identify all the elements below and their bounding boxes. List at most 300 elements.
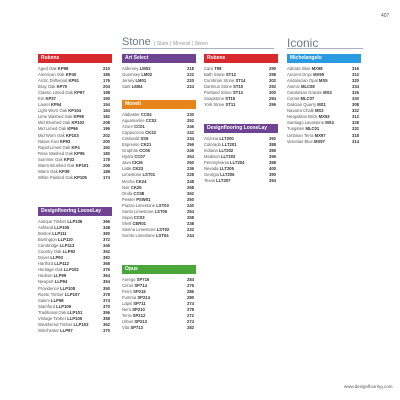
product-code: LST05 bbox=[154, 208, 168, 214]
page-ref: 398 bbox=[269, 160, 276, 166]
product-code: LST04 bbox=[155, 232, 169, 238]
page-ref: 316 bbox=[352, 66, 359, 71]
section-title: Rubens bbox=[204, 54, 278, 63]
page-ref: 282 bbox=[187, 325, 194, 331]
page-ref: 244 bbox=[187, 232, 194, 238]
page-ref: 178 bbox=[103, 156, 110, 162]
product-code: ST11 bbox=[225, 102, 236, 108]
product-name: Urbus bbox=[122, 319, 135, 325]
page-ref: 354 bbox=[103, 279, 110, 285]
product-code: KP4 bbox=[71, 144, 80, 150]
product-code: LLP112 bbox=[54, 261, 69, 267]
product-name: Sorrito Limestone bbox=[122, 232, 156, 238]
section-art-select bbox=[122, 54, 196, 90]
product-code: PSW01 bbox=[136, 196, 151, 202]
product-code: LM04 bbox=[131, 84, 143, 90]
product-name: Ancient Onyx bbox=[287, 72, 314, 78]
product-code: SP212 bbox=[132, 313, 146, 319]
page-ref: 388 bbox=[269, 142, 276, 148]
product-list bbox=[122, 277, 196, 331]
page-ref: 320 bbox=[352, 78, 359, 84]
product-list bbox=[38, 66, 112, 181]
page-ref: 196 bbox=[103, 126, 110, 132]
product-name: Azure bbox=[122, 124, 135, 130]
product-code: KP105 bbox=[74, 174, 87, 180]
product-code: SP714 bbox=[134, 283, 147, 289]
page-ref: 322 bbox=[352, 108, 359, 114]
product-name: Venetian Blue bbox=[287, 138, 315, 144]
page-ref: 362 bbox=[103, 321, 110, 327]
product-code: KP99 bbox=[73, 114, 84, 120]
stone-heading bbox=[122, 36, 208, 48]
page-ref: 300 bbox=[269, 90, 276, 96]
product-name: Piazza Limestone bbox=[122, 202, 157, 208]
page-ref: 194 bbox=[103, 102, 110, 108]
product-name: Classic Limed Oak bbox=[38, 90, 75, 96]
product-code: LLT204 bbox=[230, 160, 245, 166]
product-name: Cirrus bbox=[122, 283, 135, 289]
page-ref: 220 bbox=[187, 78, 194, 84]
product-name: Madison bbox=[204, 154, 221, 160]
section-title: Designflooring LooseLay bbox=[204, 124, 278, 133]
product-code: LM01 bbox=[135, 78, 147, 84]
page-ref: 386 bbox=[269, 148, 276, 154]
product-name: Cumbrian Stone bbox=[204, 78, 236, 84]
page-ref: 294 bbox=[269, 96, 276, 102]
page-ref: 380 bbox=[103, 231, 110, 237]
product-code: CK21 bbox=[140, 142, 152, 148]
product-code: SP713 bbox=[130, 325, 143, 331]
product-code: MS1 bbox=[317, 102, 326, 108]
section-title: Art Select bbox=[122, 54, 196, 63]
section-title: Michelangelo bbox=[287, 54, 361, 63]
page-ref: 264 bbox=[187, 154, 194, 160]
product-code: SP213 bbox=[134, 319, 147, 325]
page-ref: 334 bbox=[352, 84, 359, 90]
product-code: KP70 bbox=[56, 84, 68, 90]
page-ref: 350 bbox=[103, 285, 110, 291]
product-name: Sienna Limestone bbox=[122, 226, 157, 232]
page-ref: 352 bbox=[103, 249, 110, 255]
section-michelangelo bbox=[287, 54, 361, 145]
page-ref: 204 bbox=[103, 84, 110, 90]
product-code: SP716 bbox=[136, 277, 150, 282]
page-ref: 198 bbox=[103, 90, 110, 96]
product-name: Latte bbox=[122, 166, 133, 172]
page-ref: 376 bbox=[103, 267, 110, 273]
product-code: ST14 bbox=[235, 78, 246, 84]
page-ref: 390 bbox=[269, 172, 276, 178]
page-ref: 182 bbox=[103, 114, 110, 120]
product-code: LST02 bbox=[156, 226, 170, 232]
section-opus bbox=[122, 265, 196, 331]
page-ref: 242 bbox=[187, 130, 194, 136]
product-code: LM02 bbox=[141, 72, 153, 78]
page-ref: 236 bbox=[187, 166, 194, 172]
product-name: Aged Oak bbox=[38, 66, 58, 71]
product-code: SS6 bbox=[140, 136, 149, 142]
page-ref: 234 bbox=[187, 136, 194, 142]
product-code: ST12 bbox=[225, 72, 236, 78]
page-ref: 346 bbox=[103, 243, 110, 249]
product-name: Native Kiwi bbox=[38, 138, 60, 144]
product-code: KP97 bbox=[74, 90, 85, 96]
page-ref: 202 bbox=[103, 132, 110, 138]
page-ref: 180 bbox=[103, 150, 110, 156]
page-ref: 262 bbox=[187, 190, 194, 196]
page-ref: 312 bbox=[352, 114, 359, 120]
product-name: Warm Oak bbox=[38, 168, 60, 174]
product-label bbox=[204, 178, 230, 184]
iconic-rule bbox=[287, 48, 363, 49]
product-name: Colorado bbox=[204, 142, 223, 148]
product-row bbox=[122, 233, 196, 239]
page-ref: 370 bbox=[103, 327, 110, 333]
section-designflooring-looselay-woods bbox=[38, 207, 112, 334]
product-name: Cotswold bbox=[122, 136, 141, 142]
product-name: Onda bbox=[122, 190, 134, 196]
product-name: Hartford bbox=[38, 261, 55, 267]
page-ref: 190 bbox=[103, 96, 110, 102]
page-ref: 174 bbox=[103, 174, 110, 180]
section-title: Rubens bbox=[38, 54, 112, 63]
product-list bbox=[204, 66, 278, 108]
product-code: MX97 bbox=[314, 138, 325, 144]
page-ref: 280 bbox=[187, 295, 194, 301]
product-code: CC03 bbox=[133, 214, 145, 220]
page-ref: 272 bbox=[187, 313, 194, 319]
product-name: Neapolitan Brick bbox=[287, 114, 319, 120]
page-ref: 378 bbox=[103, 291, 110, 297]
product-code: LLP93 bbox=[50, 255, 63, 261]
product-name: Dover bbox=[38, 255, 51, 261]
product-name: Pewter bbox=[122, 196, 137, 202]
product-code: SP214 bbox=[137, 295, 150, 301]
product-name: York Stone bbox=[204, 102, 226, 108]
product-name: Noir bbox=[122, 184, 131, 190]
product-code: LLP103 bbox=[73, 321, 89, 327]
product-name: Aquamarine bbox=[122, 118, 146, 124]
product-code: ST13 bbox=[232, 90, 243, 96]
product-row bbox=[204, 178, 278, 184]
product-name: Navarra Chalk bbox=[287, 108, 315, 114]
product-name: Umbrian Terra bbox=[287, 132, 315, 138]
product-name: Sepia bbox=[122, 214, 134, 220]
footer-url[interactable]: www.designflooring.com bbox=[344, 384, 393, 389]
page-ref: 246 bbox=[187, 148, 194, 154]
product-name: Warm Brushed Oak bbox=[38, 162, 76, 168]
product-code: MLC08 bbox=[300, 84, 315, 90]
page-ref: 250 bbox=[187, 196, 194, 202]
product-name: Dartmus Stone bbox=[204, 84, 234, 90]
product-code: LLP106 bbox=[67, 219, 83, 224]
product-name: Cambridge bbox=[38, 243, 60, 249]
page-ref: 366 bbox=[103, 219, 110, 224]
product-name: Lime Washed Oak bbox=[38, 114, 74, 120]
product-code: KP37 bbox=[45, 96, 56, 102]
product-list bbox=[38, 219, 112, 334]
product-row bbox=[122, 84, 196, 90]
page-ref: 348 bbox=[103, 225, 110, 231]
page-ref: 200 bbox=[103, 138, 110, 144]
product-label bbox=[122, 325, 143, 331]
product-code: ST10 bbox=[233, 84, 244, 90]
product-name: Atomic bbox=[287, 84, 301, 90]
product-list bbox=[287, 66, 361, 145]
product-name: Vintage Timber bbox=[38, 315, 68, 321]
page-ref: 230 bbox=[187, 112, 194, 117]
product-name: Santo Limestone bbox=[122, 208, 155, 214]
product-code: LLP98 bbox=[51, 297, 64, 303]
product-name: Stamford bbox=[38, 303, 57, 309]
product-name: Adriatic Blue bbox=[287, 66, 312, 71]
product-name: Limestone bbox=[122, 172, 143, 178]
product-code: MLC01 bbox=[305, 126, 320, 132]
product-name: Cappuccino bbox=[122, 130, 146, 136]
product-list bbox=[122, 112, 196, 239]
product-code: SP210 bbox=[132, 307, 145, 313]
stone-subtitle: | Slate | Mineral | Steen bbox=[153, 41, 209, 47]
product-name: Portland Stone bbox=[204, 90, 233, 96]
product-code: ST15 bbox=[225, 96, 236, 102]
product-name: Santiago Lavastone bbox=[287, 120, 326, 126]
product-name: Catalonian Granite bbox=[287, 90, 324, 96]
product-code: CC06 bbox=[139, 148, 150, 154]
product-code: MS3 bbox=[323, 90, 332, 96]
product-code: CC04 bbox=[140, 112, 152, 117]
page-ref: 290 bbox=[269, 66, 276, 71]
product-code: KP96 bbox=[67, 126, 78, 132]
section-designflooring-looselay-tiles bbox=[204, 124, 278, 184]
product-code: MX98 bbox=[311, 66, 323, 71]
product-name: Comet bbox=[287, 96, 301, 102]
page-ref: 308 bbox=[352, 102, 359, 108]
product-row bbox=[287, 139, 361, 145]
product-code: MLC07 bbox=[300, 96, 315, 102]
page-ref: 222 bbox=[187, 72, 194, 78]
page-ref: 296 bbox=[269, 102, 276, 108]
product-code: LLT200 bbox=[219, 136, 234, 141]
product-code: CK23 bbox=[132, 166, 144, 172]
page-ref: 326 bbox=[352, 90, 359, 96]
product-name: Lapis bbox=[122, 301, 134, 307]
page-number: 407 bbox=[381, 13, 390, 19]
product-label bbox=[122, 233, 169, 239]
product-label bbox=[287, 139, 325, 145]
product-label bbox=[38, 175, 87, 181]
product-name: Sark bbox=[122, 84, 132, 90]
page-ref: 210 bbox=[103, 66, 110, 71]
product-code: KP95 bbox=[74, 150, 85, 156]
page-ref: 302 bbox=[269, 78, 276, 84]
product-code: LLP113 bbox=[59, 243, 75, 249]
product-name: Rapid Limed Oak bbox=[38, 144, 72, 150]
product-code: LLT206 bbox=[220, 172, 235, 178]
product-code: LLP111 bbox=[52, 231, 67, 237]
page-ref: 370 bbox=[103, 303, 110, 309]
page-ref: 268 bbox=[187, 184, 194, 190]
product-code: KP51 bbox=[68, 78, 79, 84]
page-ref: 240 bbox=[187, 202, 194, 208]
product-name: American Oak bbox=[38, 72, 66, 78]
product-code: KP39 bbox=[59, 168, 70, 174]
page-ref: 298 bbox=[269, 72, 276, 78]
product-code: MX93 bbox=[318, 114, 330, 120]
product-name: Mid Worn Oak bbox=[38, 132, 66, 138]
page-ref: 372 bbox=[103, 237, 110, 243]
product-name: Java bbox=[122, 160, 133, 166]
page-ref: 284 bbox=[187, 277, 194, 282]
product-code: CC07 bbox=[134, 154, 146, 160]
product-code: KP104 bbox=[68, 108, 81, 114]
product-code: LST03 bbox=[156, 202, 169, 208]
product-name: Mid Brushed Oak bbox=[38, 120, 72, 126]
product-name: Mocha bbox=[122, 178, 136, 184]
product-name: Burlington bbox=[38, 237, 59, 243]
product-code: CK25 bbox=[130, 184, 142, 190]
product-row bbox=[122, 325, 196, 331]
page-ref: 368 bbox=[103, 261, 110, 267]
iconic-title: Iconic bbox=[287, 36, 319, 50]
product-label bbox=[38, 328, 73, 334]
product-row bbox=[38, 175, 112, 181]
product-name: Arizona bbox=[204, 136, 220, 141]
product-name: Aurego bbox=[122, 277, 137, 282]
product-name: Shell bbox=[122, 220, 133, 226]
product-code: MS4 bbox=[325, 120, 334, 126]
page-ref: 400 bbox=[269, 166, 276, 172]
page-ref: 374 bbox=[103, 297, 110, 303]
product-code: LLP102 bbox=[63, 267, 79, 273]
page-ref: 328 bbox=[352, 120, 359, 126]
product-row bbox=[38, 328, 112, 334]
product-name: Mid Limed Oak bbox=[38, 126, 68, 132]
product-code: SP215 bbox=[133, 289, 146, 295]
product-name: Bray Oak bbox=[38, 84, 57, 90]
page-ref: 332 bbox=[352, 126, 359, 132]
product-name: Vita bbox=[122, 325, 131, 331]
page-ref: 248 bbox=[187, 178, 194, 184]
page-ref: 382 bbox=[103, 255, 110, 261]
product-name: Espresso bbox=[122, 142, 141, 148]
product-row bbox=[204, 102, 278, 108]
product-code: SP711 bbox=[133, 301, 146, 307]
product-name: Guernsey bbox=[122, 72, 142, 78]
product-code: LLT203 bbox=[221, 154, 236, 160]
page-ref: 330 bbox=[352, 96, 359, 102]
page-ref: 184 bbox=[103, 108, 110, 114]
product-code: LLP105 bbox=[67, 315, 83, 321]
product-name: Pennsylvania bbox=[204, 160, 231, 166]
product-name: Light Worn Oak bbox=[38, 108, 69, 114]
product-code: CK22 bbox=[145, 130, 156, 136]
product-name: Rustic Timber bbox=[38, 291, 65, 297]
product-name: Galician Quarry bbox=[287, 102, 318, 108]
page-ref: 258 bbox=[187, 214, 194, 220]
page-ref: 252 bbox=[187, 118, 194, 124]
product-code: LLT207 bbox=[216, 178, 231, 184]
product-code: KP103 bbox=[65, 132, 79, 138]
product-code: LLP108 bbox=[60, 285, 76, 291]
product-name: Laurel bbox=[38, 102, 51, 108]
product-name: Traditional Oak bbox=[38, 309, 68, 315]
product-name: Weathered Timber bbox=[38, 321, 74, 327]
product-code: CK24 bbox=[135, 178, 147, 184]
product-name: Antique Timber bbox=[38, 219, 68, 224]
page-ref: 192 bbox=[103, 144, 110, 150]
product-name: Andalucian Opal bbox=[287, 78, 319, 84]
page-ref: 396 bbox=[269, 154, 276, 160]
section-rubens-stones bbox=[204, 54, 278, 108]
product-code: KP32 bbox=[63, 156, 75, 162]
product-name: Ashland bbox=[38, 225, 55, 231]
page-ref: 278 bbox=[187, 307, 194, 313]
product-name: Em bbox=[38, 96, 46, 102]
product-name: Hudson bbox=[38, 273, 54, 279]
product-code: MX95 bbox=[313, 72, 325, 78]
product-name: Terra bbox=[122, 313, 133, 319]
product-code: MS5 bbox=[318, 78, 328, 84]
product-name: Jersey bbox=[122, 78, 136, 84]
product-name: Summer Oak bbox=[38, 156, 64, 162]
product-name: Texas bbox=[204, 178, 217, 184]
page-ref: 318 bbox=[352, 132, 359, 138]
product-name: Winchester bbox=[38, 327, 61, 333]
product-code: MS2 bbox=[314, 108, 324, 114]
product-name: Arctic Driftwood bbox=[38, 78, 69, 84]
product-name: Boston bbox=[38, 231, 53, 237]
page-ref: 286 bbox=[187, 289, 194, 295]
page-ref: 188 bbox=[103, 168, 110, 174]
page-ref: 206 bbox=[103, 162, 110, 168]
page-ref: 356 bbox=[103, 309, 110, 315]
product-code: LLP97 bbox=[60, 327, 73, 333]
product-name: Alderney bbox=[122, 66, 140, 71]
product-code: CC02 bbox=[145, 118, 157, 124]
product-name: Hydra bbox=[122, 154, 135, 160]
product-label bbox=[122, 84, 143, 90]
product-label bbox=[204, 102, 235, 108]
page-ref: 254 bbox=[187, 208, 194, 214]
page-ref: 238 bbox=[187, 220, 194, 226]
product-list bbox=[122, 66, 196, 90]
page-ref: 228 bbox=[187, 172, 194, 178]
product-code: LLT202 bbox=[218, 148, 234, 154]
page-ref: 310 bbox=[352, 72, 359, 78]
product-code: LLT201 bbox=[222, 142, 237, 148]
page-ref: 274 bbox=[187, 319, 194, 325]
product-code: KP98 bbox=[57, 66, 69, 71]
product-name: Indiana bbox=[204, 148, 219, 154]
section-rubens-woods bbox=[38, 54, 112, 181]
page-ref: 364 bbox=[103, 273, 110, 279]
product-name: Nevada bbox=[204, 166, 220, 172]
product-code: KP101 bbox=[75, 162, 89, 168]
product-name: White Painted Oak bbox=[38, 174, 75, 180]
section-moneli bbox=[122, 100, 196, 239]
product-code: KP54 bbox=[50, 102, 62, 108]
stone-rule bbox=[122, 48, 274, 49]
product-code: LLP92 bbox=[62, 249, 76, 255]
product-name: Alabaster bbox=[122, 112, 141, 117]
product-code: KP93 bbox=[59, 138, 71, 144]
product-code: LLP101 bbox=[67, 309, 83, 315]
page-ref: 274 bbox=[187, 301, 194, 307]
product-name: Rose Washed Oak bbox=[38, 150, 75, 156]
section-title: Moneli bbox=[122, 100, 196, 109]
page-ref: 186 bbox=[103, 72, 110, 78]
product-code: LLP94 bbox=[54, 279, 68, 285]
